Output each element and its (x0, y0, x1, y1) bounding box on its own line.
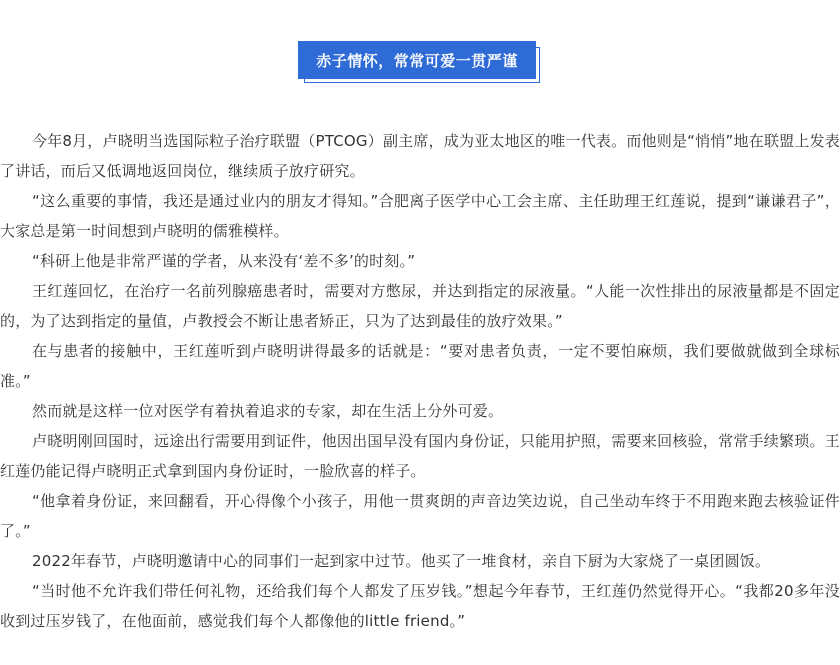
paragraph: “他拿着身份证，来回翻看，开心得像个小孩子，用他一贯爽朗的声音边笑边说，自己坐动车终于不用跑来跑去核验证件了。” (0, 492, 840, 540)
paragraph: 在与患者的接触中，王红莲听到卢晓明讲得最多的话就是：“要对患者负责，一定不要怕麻烦，我们要做就做到全球标准。” (0, 342, 840, 390)
paragraph: 王红莲回忆，在治疗一名前列腺癌患者时，需要对方憋尿，并达到指定的尿液量。“人能一次性排出的尿液量都是不固定的，为了达到指定的量值，卢教授会不断让患者矫正，只为了达到最佳的放疗效果。” (0, 282, 840, 330)
paragraph: “这么重要的事情，我还是通过业内的朋友才得知。”合肥离子医学中心工会主席、主任助理王红莲说，提到“谦谦君子”，大家总是第一时间想到卢晓明的儒雅模样。 (0, 192, 840, 240)
section-title: 赤子情怀，常常可爱一贯严谨 (298, 41, 536, 79)
paragraph: 今年8月，卢晓明当选国际粒子治疗联盟（PTCOG）副主席，成为亚太地区的唯一代表。而他则是“悄悄”地在联盟上发表了讲话，而后又低调地返回岗位，继续质子放疗研究。 (0, 132, 840, 180)
section-header (298, 41, 542, 85)
article-body (0, 126, 840, 636)
paragraph: 卢晓明刚回国时，远途出行需要用到证件，他因出国早没有国内身份证，只能用护照，需要来回核验，常常手续繁琐。王红莲仍能记得卢晓明正式拿到国内身份证时，一脸欣喜的样子。 (0, 432, 840, 480)
paragraph: 然而就是这样一位对医学有着执着追求的专家，却在生活上分外可爱。 (32, 402, 504, 420)
paragraph: “当时他不允许我们带任何礼物，还给我们每个人都发了压岁钱。”想起今年春节，王红莲仍然觉得开心。“我都20多年没收到过压岁钱了，在他面前，感觉我们每个人都像他的little friend。” (0, 582, 840, 630)
paragraph: “科研上他是非常严谨的学者，从来没有‘差不多’的时刻。” (32, 252, 416, 270)
paragraph: 2022年春节，卢晓明邀请中心的同事们一起到家中过节。他买了一堆食材，亲自下厨为大家烧了一桌团圆饭。 (32, 552, 771, 570)
